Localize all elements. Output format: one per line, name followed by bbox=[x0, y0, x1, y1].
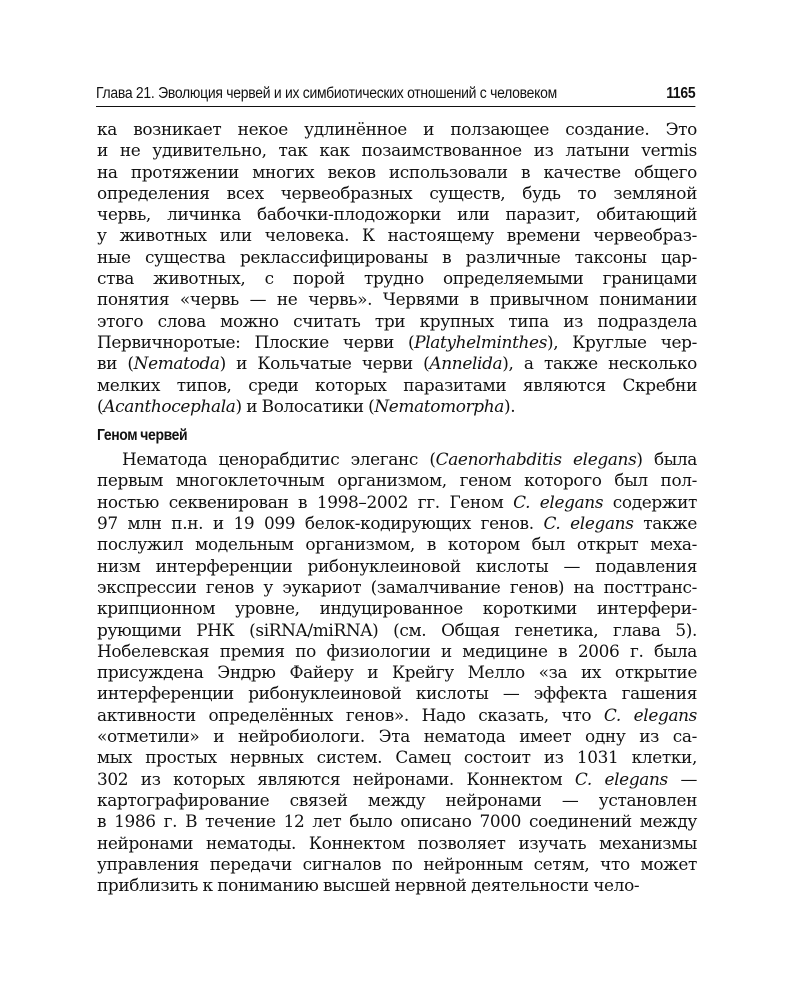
text-line: на протяжении многих веков использовали в качестве общего bbox=[97, 161, 697, 182]
paragraph-genome bbox=[97, 449, 697, 896]
text-line: в 1986 г. В течение 12 лет было описано 7000 соединений между bbox=[97, 811, 697, 832]
text-line: ностью секвенирован в 1998–2002 гг. Геном C. elegans содержит bbox=[97, 491, 697, 512]
text-line: 302 из которых являются нейронами. Коннектом C. elegans — bbox=[97, 768, 697, 789]
text-line: активности определённых генов». Надо сказать, что C. elegans bbox=[97, 704, 698, 725]
text-line: у животных или человека. К настоящему времени червеобраз- bbox=[97, 225, 697, 246]
text-line: «отметили» и нейробиологи. Эта нематода имеет одну из са- bbox=[97, 726, 697, 747]
text-line: червь, личинка бабочки-плодожорки или паразит, обитающий bbox=[97, 204, 697, 225]
text-line: ви (Nematoda) и Кольчатые черви (Annelida), а также несколько bbox=[97, 353, 698, 374]
text-line: ка возникает некое удлинённое и ползающее создание. Это bbox=[97, 119, 697, 139]
text-line: и не удивительно, так как позаимствованное из латыни vermis bbox=[97, 140, 697, 161]
text-line: (Acanthocephala) и Волосатики (Nematomorpha). bbox=[97, 395, 516, 416]
text-line: ные существа реклассифицированы в различные таксоны цар- bbox=[97, 246, 697, 267]
text-line: понятия «червь — не червь». Червями в привычном понимании bbox=[97, 289, 697, 310]
text-line: экспрессии генов у эукариот (замалчивание генов) на посттранс- bbox=[97, 576, 697, 597]
page-number: 1165 bbox=[666, 85, 696, 102]
section-heading: Геном червей bbox=[97, 427, 188, 445]
chapter-title: Глава 21. Эволюция червей и их симбиотических отношений с человеком bbox=[96, 85, 557, 102]
body-text bbox=[97, 119, 697, 896]
text-line: первым многоклеточным организмом, геном которого был пол- bbox=[97, 470, 697, 491]
text-line: определения всех червеобразных существ, будь то земляной bbox=[97, 182, 697, 203]
text-line: 97 млн п.н. и 19 099 белок-кодирующих генов. C. elegans также bbox=[97, 513, 697, 534]
text-line: рующими РНК (siRNA/miRNA) (см. Общая генетика, глава 5). bbox=[97, 619, 697, 640]
text-line: мелких типов, среди которых паразитами являются Скребни bbox=[97, 374, 697, 395]
text-line: приблизить к пониманию высшей нервной деятельности чело- bbox=[97, 875, 640, 896]
text-line: Нематода ценорабдитис элеганс (Caenorhabditis elegans) была bbox=[122, 449, 697, 470]
text-line: этого слова можно считать три крупных типа из подраздела bbox=[97, 310, 697, 331]
text-line: Первичноротые: Плоские черви (Platyhelminthes), Круглые чер- bbox=[97, 331, 697, 352]
text-line: управления передачи сигналов по нейронным сетям, что может bbox=[97, 853, 697, 874]
text-line: низм интерференции рибонуклеиновой кислоты — подавления bbox=[97, 555, 697, 576]
paragraph-intro bbox=[97, 119, 697, 417]
text-line: интерференции рибонуклеиновой кислоты — эффекта гашения bbox=[97, 683, 697, 704]
text-line: ства животных, с порой трудно определяемыми границами bbox=[97, 268, 697, 289]
text-line: послужил модельным организмом, в котором был открыт меха- bbox=[97, 534, 697, 555]
text-line: присуждена Эндрю Файеру и Крейгу Мелло «за их открытие bbox=[97, 662, 697, 683]
text-line: картографирование связей между нейронами — установлен bbox=[97, 789, 697, 810]
text-line: крипционном уровне, индуцированное короткими интерфери- bbox=[97, 598, 697, 619]
running-header bbox=[96, 84, 695, 107]
text-line: мых простых нервных систем. Самец состоит из 1031 клетки, bbox=[97, 747, 697, 768]
text-line: Нобелевская премия по физиологии и медицине в 2006 г. была bbox=[97, 640, 697, 661]
text-line: нейронами нематоды. Коннектом позволяет изучать механизмы bbox=[97, 832, 697, 853]
